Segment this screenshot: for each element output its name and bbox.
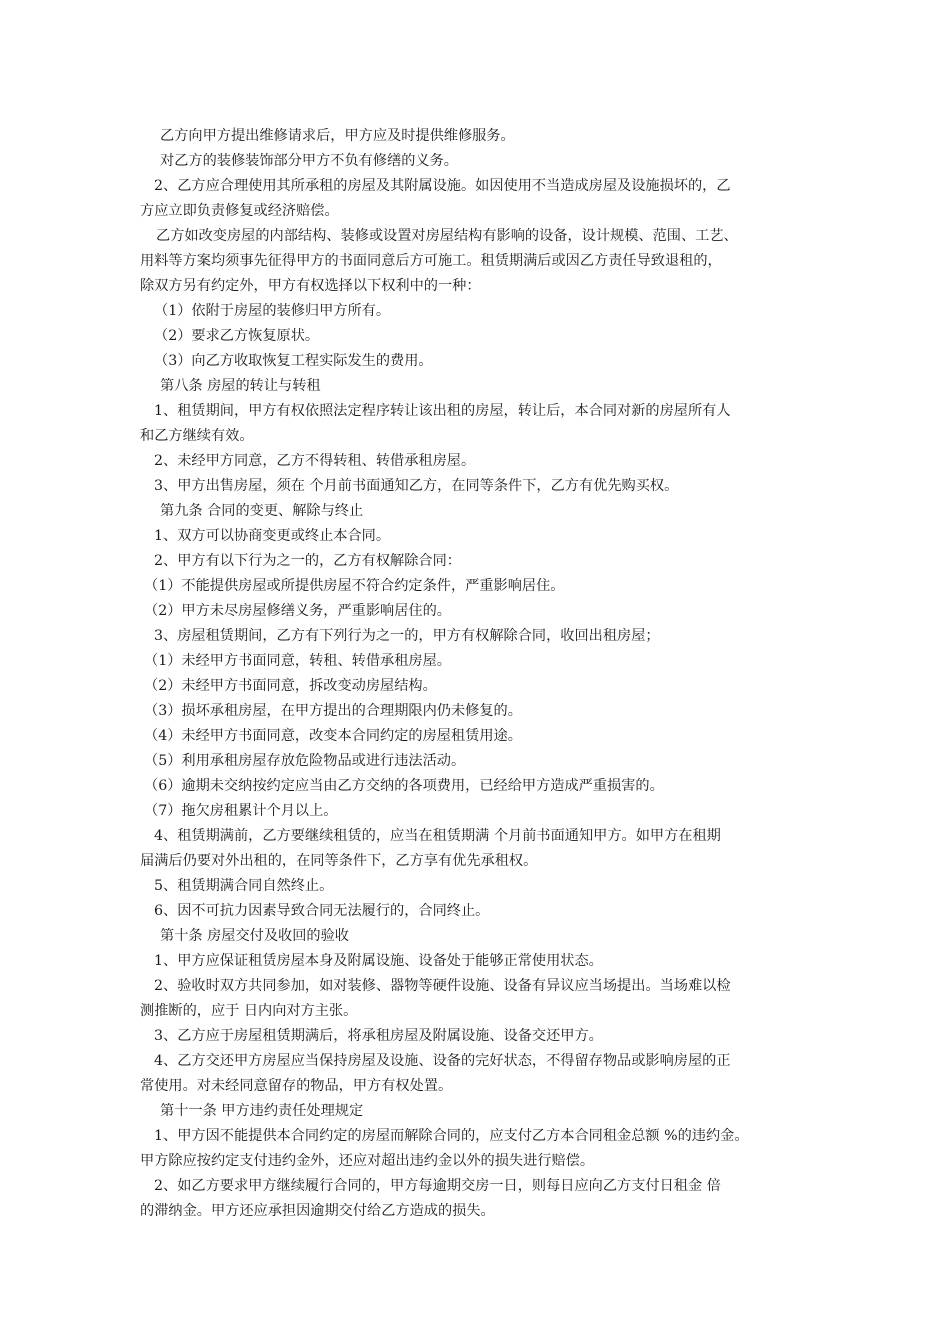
text-line: （3）向乙方收取恢复工程实际发生的费用。 — [154, 353, 433, 369]
text-line: （2）未经甲方书面同意，拆改变动房屋结构。 — [144, 678, 437, 694]
text-line: 2、乙方应合理使用其所承租的房屋及其附属设施。如因使用不当造成房屋及设施损坏的，乙 — [154, 178, 731, 194]
text-line: 方应立即负责修复或经济赔偿。 — [140, 203, 339, 219]
text-line: 和乙方继续有效。 — [140, 428, 254, 444]
text-line: （3）损坏承租房屋，在甲方提出的合理期限内仍未修复的。 — [144, 703, 522, 719]
text-line: 乙方向甲方提出维修请求后，甲方应及时提供维修服务。 — [160, 128, 515, 144]
text-line: 2、未经甲方同意，乙方不得转租、转借承租房屋。 — [154, 453, 476, 469]
text-line: 第十一条 甲方违约责任处理规定 — [160, 1103, 364, 1119]
text-line: 6、因不可抗力因素导致合同无法履行的，合同终止。 — [154, 903, 490, 919]
document-body — [140, 124, 820, 1224]
text-line: 1、双方可以协商变更或终止本合同。 — [154, 528, 391, 544]
text-line: 2、如乙方要求甲方继续履行合同的，甲方每逾期交房一日，则每日应向乙方支付日租金 倍 — [154, 1178, 721, 1194]
text-line: 1、甲方应保证租赁房屋本身及附属设施、设备处于能够正常使用状态。 — [154, 953, 603, 969]
text-line: （5）利用承租房屋存放危险物品或进行违法活动。 — [144, 753, 466, 769]
text-line: （1）未经甲方书面同意，转租、转借承租房屋。 — [144, 653, 451, 669]
text-line: （1）不能提供房屋或所提供房屋不符合约定条件，严重影响居住。 — [144, 578, 565, 594]
text-line: 乙方如改变房屋的内部结构、装修或设置对房屋结构有影响的设备，设计规模、范围、工艺、 — [156, 228, 738, 244]
text-line: 对乙方的装修装饰部分甲方不负有修缮的义务。 — [160, 153, 458, 169]
text-line: 第八条 房屋的转让与转租 — [160, 378, 321, 394]
text-line: （4）未经甲方书面同意，改变本合同约定的房屋租赁用途。 — [144, 728, 522, 744]
text-line: 除双方另有约定外，甲方有权选择以下权利中的一种： — [140, 278, 481, 294]
text-line: 1、租赁期间，甲方有权依照法定程序转让该出租的房屋，转让后，本合同对新的房屋所有人 — [154, 403, 731, 419]
text-line: 第十条 房屋交付及收回的验收 — [160, 928, 349, 944]
text-line: 1、甲方因不能提供本合同约定的房屋而解除合同的，应支付乙方本合同租金总额 %的违约金。 — [154, 1128, 749, 1144]
text-line: 的滞纳金。甲方还应承担因逾期交付给乙方造成的损失。 — [140, 1203, 495, 1219]
text-line: （2）甲方未尽房屋修缮义务，严重影响居住的。 — [144, 603, 451, 619]
text-line: （2）要求乙方恢复原状。 — [154, 328, 320, 344]
text-line: 4、乙方交还甲方房屋应当保持房屋及设施、设备的完好状态，不得留存物品或影响房屋的正 — [154, 1053, 731, 1069]
text-line: 2、甲方有以下行为之一的，乙方有权解除合同： — [154, 553, 461, 569]
text-line: 届满后仍要对外出租的，在同等条件下，乙方享有优先承租权。 — [140, 853, 538, 869]
text-line: 3、房屋租赁期间，乙方有下列行为之一的，甲方有权解除合同，收回出租房屋； — [154, 628, 660, 644]
text-line: （6）逾期未交纳按约定应当由乙方交纳的各项费用，已经给甲方造成严重损害的。 — [144, 778, 664, 794]
text-line: （1）依附于房屋的装修归甲方所有。 — [154, 303, 391, 319]
text-line: 甲方除应按约定支付违约金外，还应对超出违约金以外的损失进行赔偿。 — [140, 1153, 595, 1169]
text-line: 3、甲方出售房屋，须在 个月前书面通知乙方，在同等条件下，乙方有优先购买权。 — [154, 478, 679, 494]
text-line: 4、租赁期满前，乙方要继续租赁的，应当在租赁期满 个月前书面通知甲方。如甲方在租期 — [154, 828, 721, 844]
text-line: 3、乙方应于房屋租赁期满后，将承租房屋及附属设施、设备交还甲方。 — [154, 1028, 603, 1044]
text-line: 第九条 合同的变更、解除与终止 — [160, 503, 364, 519]
text-line: 测推断的，应于 日内向对方主张。 — [140, 1003, 358, 1019]
text-line: 2、验收时双方共同参加，如对装修、器物等硬件设施、设备有异议应当场提出。当场难以检 — [154, 978, 731, 994]
text-line: 5、租赁期满合同自然终止。 — [154, 878, 334, 894]
text-line: 用料等方案均须事先征得甲方的书面同意后方可施工。租赁期满后或因乙方责任导致退租的， — [140, 253, 722, 269]
text-line: 常使用。对未经同意留存的物品，甲方有权处置。 — [140, 1078, 453, 1094]
text-line: （7）拖欠房租累计个月以上。 — [144, 803, 338, 819]
